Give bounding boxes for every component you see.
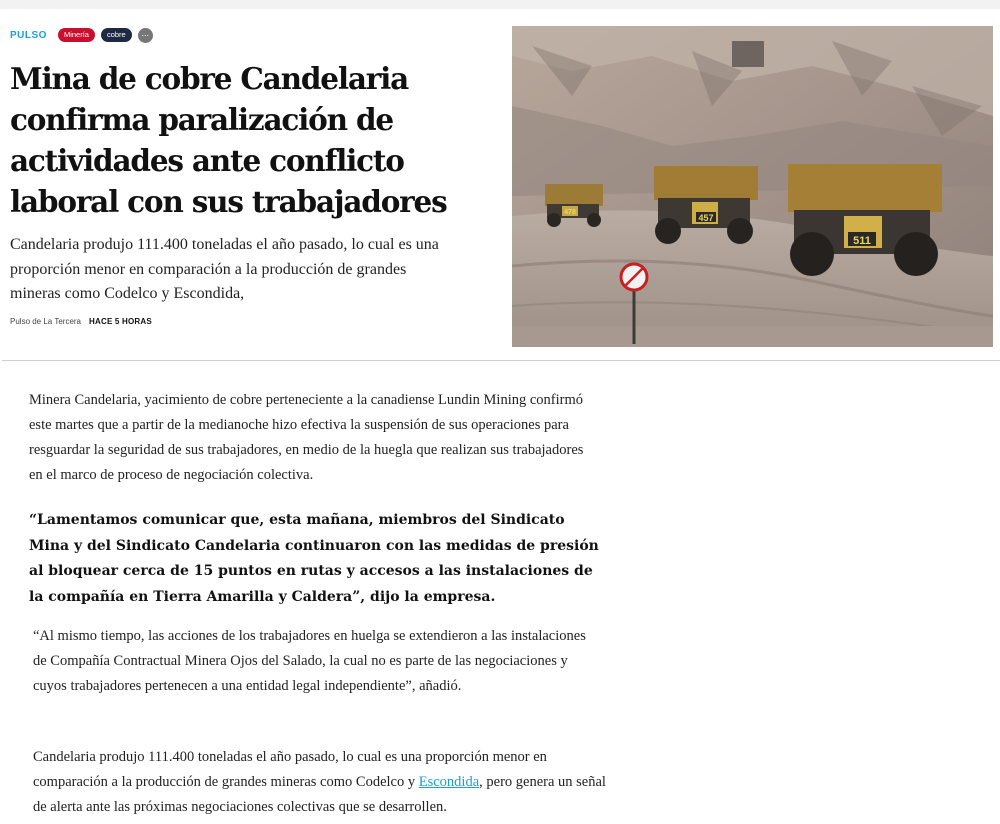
- byline: [10, 317, 152, 326]
- byline-author[interactable]: Pulso de La Tercera: [10, 317, 82, 326]
- article-headline: Mina de cobre Candelaria confirma paralización de actividades ante conflicto laboral con sus trabajadores: [10, 61, 447, 219]
- hero-image: [512, 26, 993, 347]
- body-paragraph-1: Minera Candelaria, yacimiento de cobre perteneciente a la canadiense Lundin Mining confirmó este martes que a partir de la medianoche hizo efectiva la suspensión de sus operaciones para resguardar la seguridad de sus trabajadores, en medio de la huegla que realizan sus trabajadores en el marco de proceso de negociación colectiva.: [29, 392, 584, 483]
- escondida-link[interactable]: Escondida: [418, 774, 480, 790]
- body-quote: “Lamentamos comunicar que, esta mañana, miembros del Sindicato Mina y del Sindicato Candelaria continuaron con las medidas de presión al bloquear cerca de 15 puntos en rutas y accesos a las instalaciones de la compañía en Tierra Amarilla y Caldera”, dijo la empresa.: [29, 512, 599, 605]
- truck-number-457: 457: [698, 213, 714, 223]
- mining-trucks-photo-icon: [512, 26, 993, 347]
- more-tags-button[interactable]: ...: [138, 28, 153, 43]
- body-paragraph-4-start: Candelaria produjo 111.400 toneladas el año pasado, lo cual es una proporción menor en comparación a la producción de grandes mineras como Codelco y: [33, 749, 547, 790]
- article-dek: Candelaria produjo 111.400 toneladas el año pasado, lo cual es una proporción menor en comparación a la producción de grandes mineras como Codelco y Escondida,: [10, 236, 439, 302]
- byline-time: HACE 5 HORAS: [89, 317, 152, 326]
- truck-number-478: 478: [564, 209, 576, 216]
- tag-mineria[interactable]: Minería: [58, 28, 95, 42]
- section-divider: [2, 360, 1000, 361]
- body-paragraph-4: [33, 745, 613, 820]
- section-label[interactable]: PULSO: [10, 29, 47, 41]
- truck-number-511: 511: [853, 235, 871, 247]
- tag-bar: [10, 27, 153, 43]
- tag-cobre[interactable]: cobre: [101, 28, 132, 42]
- top-strip: [0, 0, 1000, 9]
- body-paragraph-3: “Al mismo tiempo, las acciones de los trabajadores en huelga se extendieron a las instalaciones de Compañía Contractual Minera Ojos del Salado, la cual no es parte de las negociaciones y cuyos trabajadores pertenecen a una entidad legal independiente”, añadió.: [33, 628, 586, 694]
- body-paragraph-4-end: , pero genera un señal de alerta ante las próximas negociaciones colectivas que se desarrollen.: [33, 774, 606, 815]
